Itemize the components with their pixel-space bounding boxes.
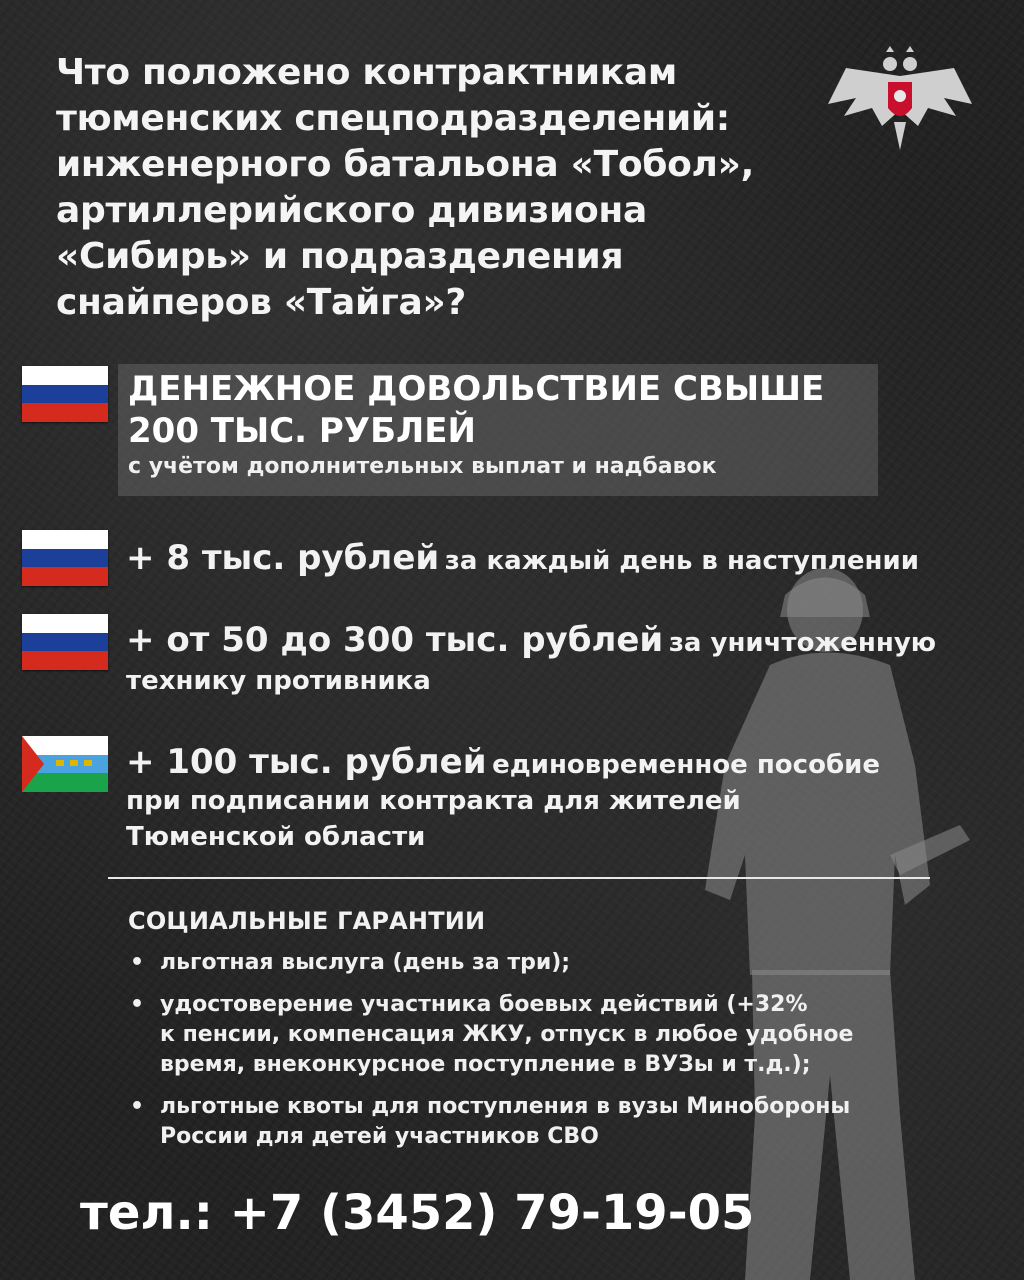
bullet-icon: • bbox=[130, 950, 145, 975]
double-headed-eagle-emblem-icon bbox=[826, 46, 974, 150]
benefit-text-continued bbox=[126, 786, 1006, 816]
title-line: артиллерийского дивизиона bbox=[56, 190, 647, 231]
list-item bbox=[128, 990, 978, 1080]
benefit-item bbox=[126, 538, 1006, 578]
list-item-text: льготная выслуга (день за три); bbox=[160, 950, 571, 975]
page-title bbox=[56, 50, 796, 326]
russia-flag-icon bbox=[22, 614, 108, 670]
benefit-amount: + 100 тыс. рублей bbox=[126, 742, 487, 782]
salary-subtitle: с учётом дополнительных выплат и надбавок bbox=[128, 454, 717, 479]
title-line: инженерного батальона «Тобол», bbox=[56, 144, 754, 185]
title-line: «Сибирь» и подразделения bbox=[56, 236, 624, 277]
section-divider bbox=[108, 877, 930, 879]
benefit-text-continued bbox=[126, 666, 1006, 696]
benefit-text: за каждый день в наступлении bbox=[444, 546, 919, 576]
benefit-text: Тюменской области bbox=[126, 822, 426, 852]
title-line: тюменских спецподразделений: bbox=[56, 98, 730, 139]
salary-heading-line: ДЕНЕЖНОЕ ДОВОЛЬСТВИЕ СВЫШЕ bbox=[128, 369, 825, 409]
list-item-text: России для детей участников СВО bbox=[160, 1124, 599, 1149]
benefit-amount: + 8 тыс. рублей bbox=[126, 538, 440, 578]
list-item-text: время, внеконкурсное поступление в ВУЗы и т.д.); bbox=[160, 1052, 811, 1077]
russia-flag-icon bbox=[22, 366, 108, 422]
salary-amount-line: 200 ТЫС. РУБЛЕЙ bbox=[128, 411, 476, 451]
benefit-text: за уничтоженную bbox=[668, 628, 937, 658]
list-item bbox=[128, 1092, 978, 1152]
list-item-text: удостоверение участника боевых действий (+32% bbox=[160, 992, 808, 1017]
title-line: снайперов «Тайга»? bbox=[56, 282, 467, 323]
list-item bbox=[128, 948, 978, 978]
bullet-icon: • bbox=[130, 1094, 145, 1119]
list-item-text: к пенсии, компенсация ЖКУ, отпуск в любое удобное bbox=[160, 1022, 854, 1047]
benefit-text: единовременное пособие bbox=[492, 750, 880, 780]
benefit-text-continued bbox=[126, 822, 1006, 852]
benefit-text: при подписании контракта для жителей bbox=[126, 786, 741, 816]
russia-flag-icon bbox=[22, 530, 108, 586]
benefit-amount: + от 50 до 300 тыс. рублей bbox=[126, 620, 664, 660]
benefit-item bbox=[126, 620, 1006, 660]
benefit-text: технику противника bbox=[126, 666, 431, 696]
list-item-text: льготные квоты для поступления в вузы Минобороны bbox=[160, 1094, 851, 1119]
benefit-item bbox=[126, 742, 1006, 782]
tyumen-oblast-flag-icon bbox=[22, 736, 108, 792]
social-guarantees-title: СОЦИАЛЬНЫЕ ГАРАНТИИ bbox=[128, 907, 486, 935]
contact-phone: тел.: +7 (3452) 79-19-05 bbox=[80, 1185, 755, 1241]
title-line: Что положено контрактникам bbox=[56, 52, 678, 93]
soldier-silhouette-icon bbox=[690, 555, 990, 1280]
social-guarantees-list bbox=[128, 948, 978, 1164]
bullet-icon: • bbox=[130, 992, 145, 1017]
